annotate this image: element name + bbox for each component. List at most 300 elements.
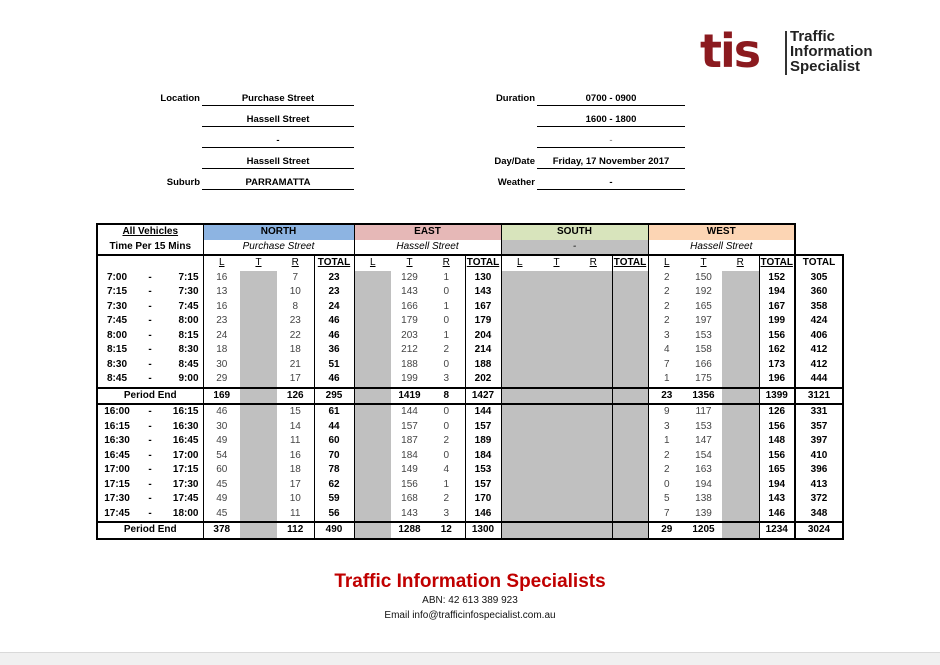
time-header-blank bbox=[97, 255, 203, 271]
south-total bbox=[612, 507, 648, 523]
w-T: 166 bbox=[695, 358, 712, 370]
time-from: 17:30 bbox=[97, 492, 132, 507]
south-L bbox=[501, 358, 538, 373]
e-L bbox=[354, 358, 391, 373]
location-value-2: Hassell Street bbox=[202, 113, 354, 127]
w-L: 2 bbox=[648, 300, 685, 315]
e-T: 168 bbox=[401, 493, 418, 504]
e-T: 179 bbox=[401, 315, 418, 326]
n-R: 8 bbox=[292, 300, 299, 312]
n-total: 51 bbox=[314, 358, 354, 373]
south-period-L bbox=[501, 522, 538, 539]
e-L bbox=[354, 372, 391, 388]
south-R bbox=[575, 404, 612, 420]
w-R bbox=[722, 372, 759, 388]
location-label: Location bbox=[160, 93, 200, 104]
n-total: 61 bbox=[314, 404, 354, 420]
e-T: 188 bbox=[401, 358, 418, 370]
w-R bbox=[722, 358, 759, 373]
w-total: 194 bbox=[759, 478, 795, 493]
e-L bbox=[354, 507, 391, 523]
col-T-3: T bbox=[685, 255, 722, 271]
n-T bbox=[240, 463, 277, 478]
e-R: 0 bbox=[443, 286, 450, 297]
count-row bbox=[97, 372, 843, 388]
count-row bbox=[97, 343, 843, 358]
w-total: 167 bbox=[759, 300, 795, 315]
south-L bbox=[501, 372, 538, 388]
w-period-T: 1205 bbox=[685, 522, 722, 539]
time-from: 7:15 bbox=[97, 285, 132, 300]
w-L: 9 bbox=[648, 404, 685, 420]
time-dash: - bbox=[148, 406, 152, 417]
n-R: 10 bbox=[289, 286, 301, 297]
col-R-0: R bbox=[277, 255, 314, 271]
duration-value-2: 1600 - 1800 bbox=[537, 113, 685, 127]
col-L-1: L bbox=[354, 255, 391, 271]
w-total: 156 bbox=[759, 420, 795, 435]
w-total: 199 bbox=[759, 314, 795, 329]
e-R: 2 bbox=[443, 344, 450, 355]
south-total bbox=[612, 420, 648, 435]
e-R: 3 bbox=[443, 373, 450, 384]
time-to: 17:45 bbox=[172, 493, 199, 504]
row-total: 406 bbox=[795, 329, 843, 344]
e-R: 0 bbox=[443, 358, 450, 370]
n-T bbox=[240, 271, 277, 286]
south-total bbox=[612, 434, 648, 449]
south-L bbox=[501, 463, 538, 478]
count-row bbox=[97, 404, 843, 420]
time-from: 16:15 bbox=[97, 420, 132, 435]
time-dash: - bbox=[148, 344, 152, 355]
time-to: 17:30 bbox=[172, 478, 199, 490]
time-dash: - bbox=[148, 286, 152, 297]
e-T: 129 bbox=[401, 271, 418, 283]
w-R bbox=[722, 343, 759, 358]
time-from: 8:00 bbox=[97, 329, 132, 344]
w-T: 192 bbox=[695, 286, 712, 297]
south-L bbox=[501, 478, 538, 493]
w-period-L: 29 bbox=[648, 522, 685, 539]
south-total bbox=[612, 463, 648, 478]
e-L bbox=[354, 478, 391, 493]
n-period-L: 169 bbox=[203, 388, 240, 405]
n-R: 16 bbox=[289, 449, 301, 461]
w-T: 165 bbox=[695, 300, 712, 312]
n-period-R: 112 bbox=[277, 522, 314, 539]
n-R: 11 bbox=[290, 435, 301, 446]
logo-line-3: Specialist bbox=[790, 58, 861, 75]
approach-name-2: SOUTH bbox=[501, 224, 648, 240]
south-total bbox=[612, 358, 648, 373]
south-T bbox=[538, 449, 575, 464]
page-bottom-edge bbox=[0, 652, 940, 665]
south-R bbox=[575, 478, 612, 493]
n-L: 45 bbox=[203, 478, 240, 493]
south-R bbox=[575, 434, 612, 449]
n-total: 36 bbox=[314, 343, 354, 358]
w-period-total: 1234 bbox=[759, 522, 795, 539]
w-L: 0 bbox=[648, 478, 685, 493]
w-L: 3 bbox=[648, 329, 685, 344]
time-to: 7:30 bbox=[178, 286, 199, 297]
n-L: 49 bbox=[203, 492, 240, 507]
n-T bbox=[240, 343, 277, 358]
n-R: 17 bbox=[289, 373, 301, 384]
daydate-value: Friday, 17 November 2017 bbox=[537, 155, 685, 169]
period-end-row bbox=[97, 522, 843, 539]
south-T bbox=[538, 300, 575, 315]
weather-label: Weather bbox=[497, 177, 535, 188]
n-total: 60 bbox=[314, 434, 354, 449]
n-L: 54 bbox=[203, 449, 240, 464]
grand-total-header: TOTAL bbox=[795, 255, 843, 271]
suburb-value: PARRAMATTA bbox=[202, 176, 354, 190]
south-period-R bbox=[575, 522, 612, 539]
e-period-R: 12 bbox=[428, 522, 465, 539]
time-dash: - bbox=[148, 315, 152, 326]
south-R bbox=[575, 314, 612, 329]
n-T bbox=[240, 358, 277, 373]
w-T: 138 bbox=[695, 493, 712, 504]
count-row bbox=[97, 492, 843, 507]
w-R bbox=[722, 271, 759, 286]
w-R bbox=[722, 329, 759, 344]
w-total: 165 bbox=[759, 463, 795, 478]
n-total: 56 bbox=[314, 507, 354, 523]
e-L bbox=[354, 271, 391, 286]
w-T: 117 bbox=[695, 406, 712, 417]
col-total-3: TOTAL bbox=[759, 255, 795, 271]
approach-name-1: EAST bbox=[354, 224, 501, 240]
south-total bbox=[612, 329, 648, 344]
w-total: 152 bbox=[759, 271, 795, 286]
south-L bbox=[501, 449, 538, 464]
w-L: 2 bbox=[648, 449, 685, 464]
south-T bbox=[538, 372, 575, 388]
company-logo bbox=[700, 24, 890, 78]
count-row bbox=[97, 358, 843, 373]
n-T bbox=[240, 329, 277, 344]
logo-mark: tis bbox=[700, 24, 760, 78]
south-total bbox=[612, 372, 648, 388]
w-period-T: 1356 bbox=[685, 388, 722, 405]
south-T bbox=[538, 271, 575, 286]
w-R bbox=[722, 449, 759, 464]
row-total: 348 bbox=[795, 507, 843, 523]
n-L: 45 bbox=[203, 507, 240, 523]
south-T bbox=[538, 492, 575, 507]
e-total: 184 bbox=[465, 449, 501, 464]
w-T: 175 bbox=[695, 373, 712, 384]
w-total: 194 bbox=[759, 285, 795, 300]
n-T bbox=[240, 492, 277, 507]
col-total-0: TOTAL bbox=[314, 255, 354, 271]
e-R: 3 bbox=[443, 507, 450, 519]
time-dash: - bbox=[148, 373, 152, 384]
south-total bbox=[612, 449, 648, 464]
n-L: 60 bbox=[203, 463, 240, 478]
w-total: 156 bbox=[759, 329, 795, 344]
w-T: 158 bbox=[695, 344, 712, 355]
time-dash: - bbox=[148, 493, 152, 504]
e-L bbox=[354, 329, 391, 344]
approach-name-0: NORTH bbox=[203, 224, 354, 240]
time-from: 17:45 bbox=[97, 507, 132, 523]
e-T: 149 bbox=[401, 464, 418, 475]
count-row bbox=[97, 300, 843, 315]
n-R: 22 bbox=[289, 329, 301, 341]
count-row bbox=[97, 285, 843, 300]
south-R bbox=[575, 372, 612, 388]
col-R-2: R bbox=[575, 255, 612, 271]
w-T: 153 bbox=[695, 420, 712, 432]
count-row bbox=[97, 420, 843, 435]
e-L bbox=[354, 434, 391, 449]
n-L: 16 bbox=[203, 300, 240, 315]
row-total: 444 bbox=[795, 372, 843, 388]
time-dash: - bbox=[148, 271, 152, 283]
south-T bbox=[538, 285, 575, 300]
row-total: 372 bbox=[795, 492, 843, 507]
time-to: 8:15 bbox=[178, 329, 199, 341]
time-from: 8:45 bbox=[97, 372, 132, 388]
south-R bbox=[575, 343, 612, 358]
row-total: 358 bbox=[795, 300, 843, 315]
e-L bbox=[354, 463, 391, 478]
south-period-L bbox=[501, 388, 538, 405]
south-period-total bbox=[612, 388, 648, 405]
count-row bbox=[97, 507, 843, 523]
w-L: 5 bbox=[648, 492, 685, 507]
n-period-L: 378 bbox=[203, 522, 240, 539]
south-R bbox=[575, 329, 612, 344]
time-from: 7:45 bbox=[97, 314, 132, 329]
w-R bbox=[722, 463, 759, 478]
e-L bbox=[354, 343, 391, 358]
n-L: 30 bbox=[203, 358, 240, 373]
e-total: 188 bbox=[465, 358, 501, 373]
logo-divider bbox=[785, 31, 787, 75]
count-row bbox=[97, 463, 843, 478]
row-total: 396 bbox=[795, 463, 843, 478]
approach-name-3: WEST bbox=[648, 224, 795, 240]
time-from: 8:15 bbox=[97, 343, 132, 358]
n-R: 23 bbox=[289, 315, 301, 326]
n-total: 23 bbox=[314, 285, 354, 300]
e-R: 0 bbox=[443, 449, 450, 461]
row-total: 412 bbox=[795, 343, 843, 358]
n-T bbox=[240, 300, 277, 315]
n-period-total: 490 bbox=[314, 522, 354, 539]
w-L: 2 bbox=[648, 463, 685, 478]
time-per-label: Time Per 15 Mins bbox=[97, 240, 203, 256]
e-R: 0 bbox=[443, 420, 450, 432]
n-L: 18 bbox=[203, 343, 240, 358]
w-total: 148 bbox=[759, 434, 795, 449]
e-total: 214 bbox=[465, 343, 501, 358]
time-dash: - bbox=[148, 420, 152, 432]
e-R: 2 bbox=[443, 435, 450, 446]
count-row bbox=[97, 449, 843, 464]
w-T: 139 bbox=[695, 507, 712, 519]
e-L bbox=[354, 492, 391, 507]
w-T: 147 bbox=[695, 435, 712, 446]
south-T bbox=[538, 404, 575, 420]
e-period-T: 1419 bbox=[391, 388, 428, 405]
n-T bbox=[240, 478, 277, 493]
e-R: 1 bbox=[443, 300, 450, 312]
row-total: 397 bbox=[795, 434, 843, 449]
time-from: 16:00 bbox=[97, 404, 132, 420]
e-T: 144 bbox=[401, 406, 418, 417]
n-total: 46 bbox=[314, 329, 354, 344]
n-L: 30 bbox=[203, 420, 240, 435]
duration-label: Duration bbox=[495, 93, 535, 104]
n-total: 78 bbox=[314, 463, 354, 478]
n-L: 13 bbox=[203, 285, 240, 300]
south-period-R bbox=[575, 388, 612, 405]
time-dash: - bbox=[148, 329, 152, 341]
e-total: 204 bbox=[465, 329, 501, 344]
south-total bbox=[612, 404, 648, 420]
e-total: 144 bbox=[465, 404, 501, 420]
time-to: 17:00 bbox=[172, 449, 199, 461]
w-R bbox=[722, 492, 759, 507]
e-total: 202 bbox=[465, 372, 501, 388]
e-period-total: 1427 bbox=[465, 388, 501, 405]
time-to: 8:00 bbox=[178, 315, 199, 326]
e-T: 184 bbox=[401, 449, 418, 461]
col-R-1: R bbox=[428, 255, 465, 271]
south-total bbox=[612, 285, 648, 300]
n-R: 14 bbox=[289, 420, 301, 432]
e-L bbox=[354, 300, 391, 315]
south-L bbox=[501, 285, 538, 300]
w-L: 2 bbox=[648, 271, 685, 286]
period-grand-total: 3024 bbox=[795, 522, 843, 539]
n-period-T bbox=[240, 522, 277, 539]
e-T: 166 bbox=[401, 300, 418, 312]
w-total: 162 bbox=[759, 343, 795, 358]
n-T bbox=[240, 314, 277, 329]
south-total bbox=[612, 492, 648, 507]
time-to: 9:00 bbox=[178, 373, 199, 384]
e-L bbox=[354, 449, 391, 464]
time-dash: - bbox=[148, 478, 152, 490]
time-from: 7:00 bbox=[97, 271, 132, 286]
n-R: 7 bbox=[292, 271, 299, 283]
south-T bbox=[538, 343, 575, 358]
period-end-label: Period End bbox=[97, 388, 203, 405]
count-row bbox=[97, 329, 843, 344]
location-value-4: Hassell Street bbox=[202, 155, 354, 169]
w-T: 197 bbox=[695, 315, 712, 326]
e-total: 130 bbox=[465, 271, 501, 286]
south-L bbox=[501, 404, 538, 420]
e-T: 199 bbox=[401, 373, 418, 384]
n-T bbox=[240, 285, 277, 300]
n-total: 23 bbox=[314, 271, 354, 286]
w-total: 126 bbox=[759, 404, 795, 420]
time-to: 16:30 bbox=[172, 420, 199, 432]
w-total: 146 bbox=[759, 507, 795, 523]
time-dash: - bbox=[148, 449, 152, 461]
e-R: 1 bbox=[443, 478, 450, 490]
row-total: 424 bbox=[795, 314, 843, 329]
time-dash: - bbox=[148, 507, 152, 519]
w-T: 150 bbox=[695, 271, 712, 283]
w-period-R bbox=[722, 522, 759, 539]
n-L: 24 bbox=[203, 329, 240, 344]
e-period-L bbox=[354, 522, 391, 539]
w-R bbox=[722, 478, 759, 493]
col-T-2: T bbox=[538, 255, 575, 271]
e-total: 157 bbox=[465, 478, 501, 493]
w-R bbox=[722, 507, 759, 523]
n-T bbox=[240, 404, 277, 420]
e-T: 187 bbox=[401, 435, 418, 446]
south-T bbox=[538, 463, 575, 478]
approach-street-2: - bbox=[501, 240, 648, 256]
south-R bbox=[575, 271, 612, 286]
count-row bbox=[97, 314, 843, 329]
time-from: 17:00 bbox=[97, 463, 132, 478]
time-to: 7:45 bbox=[178, 300, 199, 312]
w-period-L: 23 bbox=[648, 388, 685, 405]
row-total: 410 bbox=[795, 449, 843, 464]
e-total: 153 bbox=[465, 463, 501, 478]
w-L: 3 bbox=[648, 420, 685, 435]
period-end-label: Period End bbox=[97, 522, 203, 539]
w-total: 196 bbox=[759, 372, 795, 388]
col-L-0: L bbox=[203, 255, 240, 271]
n-R: 11 bbox=[290, 507, 301, 519]
approach-street-1: Hassell Street bbox=[354, 240, 501, 256]
e-T: 143 bbox=[401, 507, 418, 519]
n-total: 46 bbox=[314, 314, 354, 329]
time-from: 16:45 bbox=[97, 449, 132, 464]
e-T: 157 bbox=[401, 420, 418, 432]
row-total: 331 bbox=[795, 404, 843, 420]
e-T: 156 bbox=[401, 478, 418, 490]
south-total bbox=[612, 271, 648, 286]
row-total: 360 bbox=[795, 285, 843, 300]
n-total: 46 bbox=[314, 372, 354, 388]
col-T-0: T bbox=[240, 255, 277, 271]
south-total bbox=[612, 300, 648, 315]
time-to: 7:15 bbox=[178, 271, 199, 283]
row-total: 412 bbox=[795, 358, 843, 373]
south-R bbox=[575, 463, 612, 478]
n-R: 21 bbox=[289, 358, 301, 370]
south-period-total bbox=[612, 522, 648, 539]
n-L: 29 bbox=[203, 372, 240, 388]
e-period-T: 1288 bbox=[391, 522, 428, 539]
e-R: 0 bbox=[443, 315, 450, 326]
e-T: 143 bbox=[401, 286, 418, 297]
e-R: 4 bbox=[443, 464, 450, 475]
n-R: 18 bbox=[289, 344, 301, 355]
w-total: 156 bbox=[759, 449, 795, 464]
w-L: 7 bbox=[648, 507, 685, 523]
south-R bbox=[575, 420, 612, 435]
header-row-street bbox=[97, 240, 843, 256]
time-from: 8:30 bbox=[97, 358, 132, 373]
footer-abn: ABN: 42 613 389 923 bbox=[422, 595, 518, 606]
header-row-movements bbox=[97, 255, 843, 271]
